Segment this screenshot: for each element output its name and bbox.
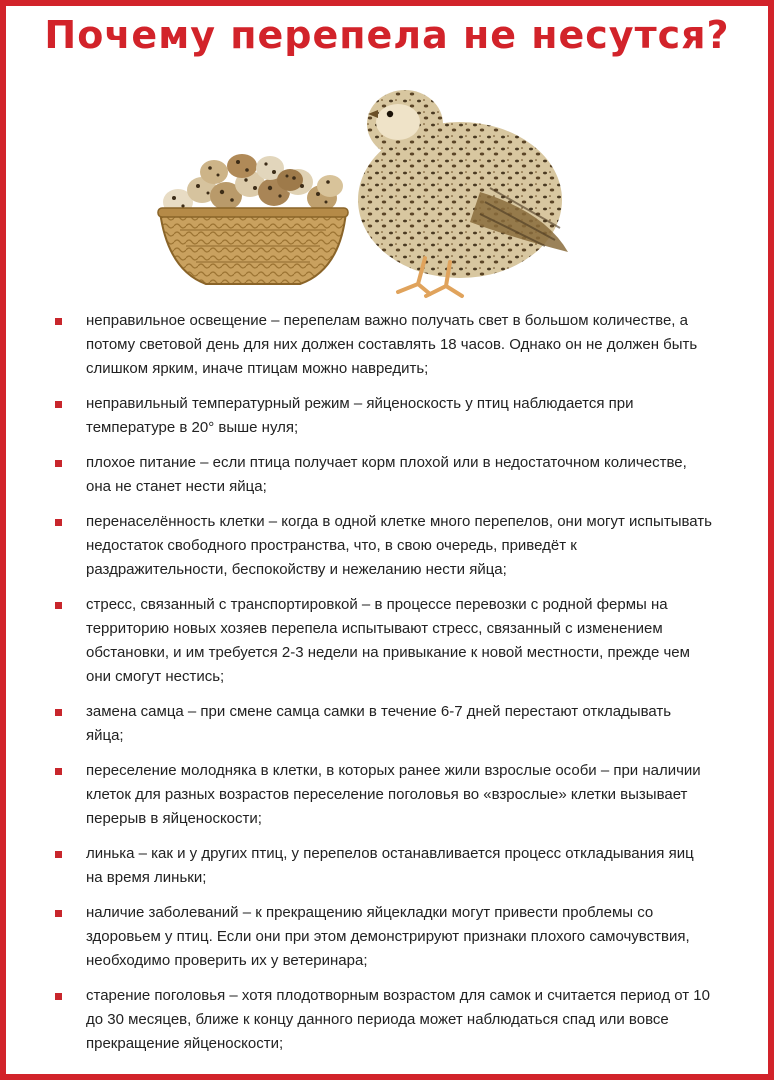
bullet-square-icon (55, 768, 62, 775)
item-text: замена самца – при смене самца самки в течение 6-7 дней перестают откладывать яйца; (86, 703, 672, 744)
list-item (52, 593, 712, 689)
bullet-square-icon (55, 519, 62, 526)
item-text: переселение молодняка в клетки, в которых ранее жили взрослые особи – при наличии клеток для разных возрастов переселение поголовья во «взрослые» клетки вызывает перерыв в яйценоскости; (86, 762, 701, 827)
bullet-square-icon (55, 709, 62, 716)
item-text: перенаселённость клетки – когда в одной клетке много перепелов, они могут испытывать недостаток свободного пространства, что, в свою очередь, приведёт к раздражительности, беспокойству и нежеланию нести яйца; (86, 513, 712, 578)
bullet-square-icon (55, 910, 62, 917)
reasons-list (52, 309, 712, 1067)
item-text: старение поголовья – хотя плодотворным возрастом для самок и считается период от 10 до 30 месяцев, ближе к концу данного периода может наблюдаться спад или вовсе прекращение яйценоскости; (86, 987, 710, 1052)
bullet-square-icon (55, 602, 62, 609)
list-item (52, 700, 712, 748)
list-item (52, 759, 712, 831)
list-item (52, 309, 712, 381)
list-item (52, 842, 712, 890)
quail-and-eggs-illustration (150, 62, 590, 302)
bullet-square-icon (55, 993, 62, 1000)
egg-basket (158, 154, 348, 284)
list-item (52, 510, 712, 582)
item-text: неправильное освещение – перепелам важно получать свет в большом количестве, а потому световой день для них должен составлять 18 часов. Однако он не должен быть слишком ярким, иначе птицам можно навредить; (86, 312, 698, 377)
quail-bird (358, 90, 568, 296)
page-title: Почему перепела не несутся? (44, 13, 730, 57)
list-item (52, 451, 712, 499)
bullet-square-icon (55, 318, 62, 325)
item-text: линька – как и у других птиц, у перепелов останавливается процесс откладывания яиц на время линьки; (86, 845, 694, 886)
list-item (52, 392, 712, 440)
item-text: плохое питание – если птица получает корм плохой или в недостаточном количестве, она не станет нести яйца; (86, 454, 687, 495)
list-item (52, 984, 712, 1056)
item-text: наличие заболеваний – к прекращению яйцекладки могут привести проблемы со здоровьем у птиц. Если они при этом демонстрируют признаки плохого самочувствия, необходимо проверить их у ветеринара; (86, 904, 690, 969)
bullet-square-icon (55, 851, 62, 858)
bullet-square-icon (55, 401, 62, 408)
item-text: стресс, связанный с транспортировкой – в процессе перевозки с родной фермы на территорию новых хозяев перепела испытывают стресс, связанный с изменением обстановки, и им требуется 2-3 недели на привыкание к новой местности, прежде чем они смогут нестись; (86, 596, 690, 685)
list-item (52, 901, 712, 973)
item-text: неправильный температурный режим – яйценоскость у птиц наблюдается при температуре в 20° выше нуля; (86, 395, 634, 436)
quail-egg (163, 154, 343, 215)
bullet-square-icon (55, 460, 62, 467)
